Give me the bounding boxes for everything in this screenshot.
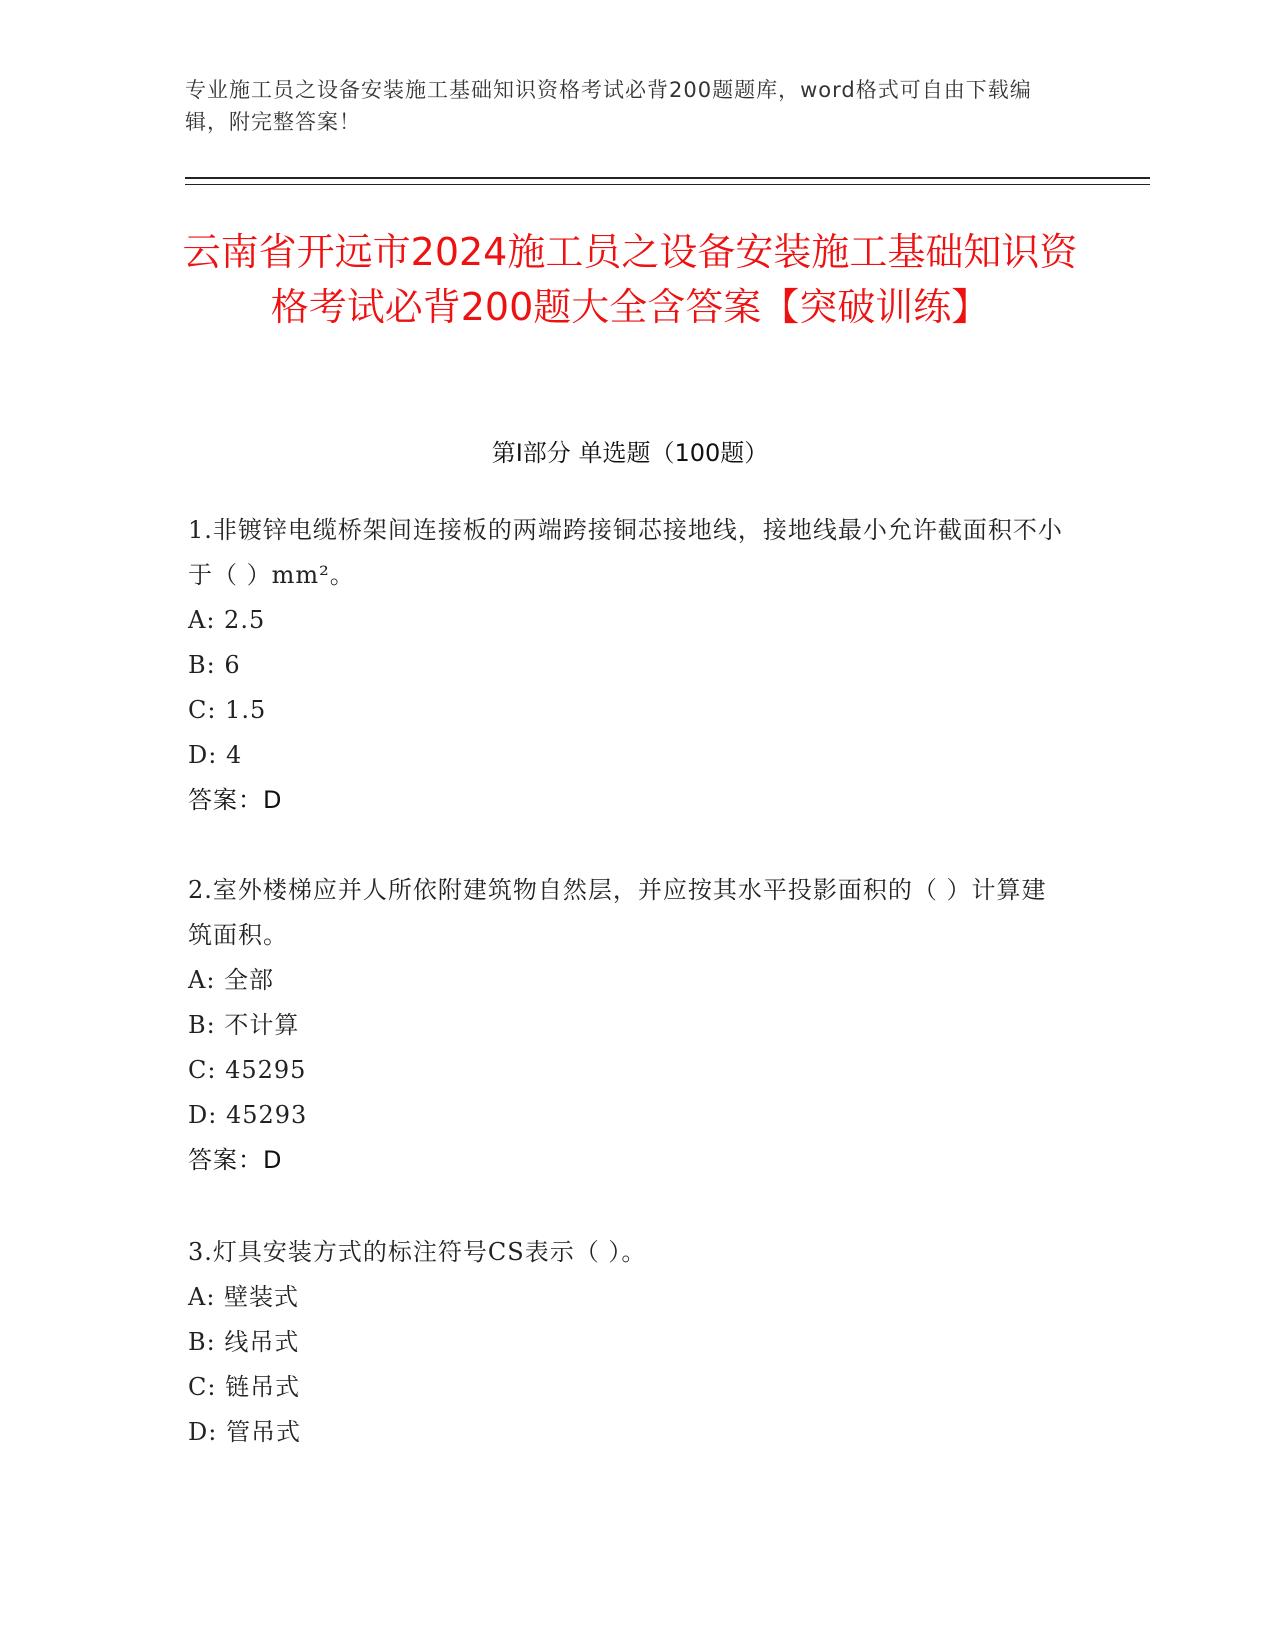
question-1 <box>188 508 1068 823</box>
header-divider-thin <box>185 184 1150 185</box>
question-1-text: 1.非镀锌电缆桥架间连接板的两端跨接铜芯接地线，接地线最小允许截面积不小于（ ）mm²。 <box>188 516 1063 589</box>
question-3 <box>188 1230 1068 1455</box>
question-3-option-d: D: 管吊式 <box>188 1418 301 1446</box>
question-1-option-c: C: 1.5 <box>188 696 267 724</box>
document-title: 云南省开远市2024施工员之设备安装施工基础知识资格考试必背200题大全含答案【突破训练】 <box>182 230 1078 329</box>
question-1-option-b: B: 6 <box>188 651 241 679</box>
question-2-answer: 答案：D <box>188 1146 283 1174</box>
question-2-option-a: A: 全部 <box>188 966 275 994</box>
question-2-option-b: B: 不计算 <box>188 1011 300 1039</box>
question-3-option-c: C: 链吊式 <box>188 1373 301 1401</box>
question-3-option-a: A: 壁装式 <box>188 1283 300 1311</box>
question-3-option-b: B: 线吊式 <box>188 1328 300 1356</box>
question-3-text: 3.灯具安装方式的标注符号CS表示（ ）。 <box>188 1238 647 1266</box>
document-header-note: 专业施工员之设备安装施工基础知识资格考试必背200题题库，word格式可自由下载编辑，附完整答案！ <box>185 78 1032 134</box>
question-1-option-a: A: 2.5 <box>188 606 266 634</box>
header-divider-thick <box>185 177 1150 179</box>
section-title: 第I部分 单选题（100题） <box>491 439 769 467</box>
question-2-option-d: D: 45293 <box>188 1101 308 1129</box>
question-2-option-c: C: 45295 <box>188 1056 307 1084</box>
question-2 <box>188 868 1068 1183</box>
question-2-text: 2.室外楼梯应并人所依附建筑物自然层，并应按其水平投影面积的（ ）计算建筑面积。 <box>188 876 1047 949</box>
question-1-answer: 答案：D <box>188 786 283 814</box>
question-1-option-d: D: 4 <box>188 741 243 769</box>
